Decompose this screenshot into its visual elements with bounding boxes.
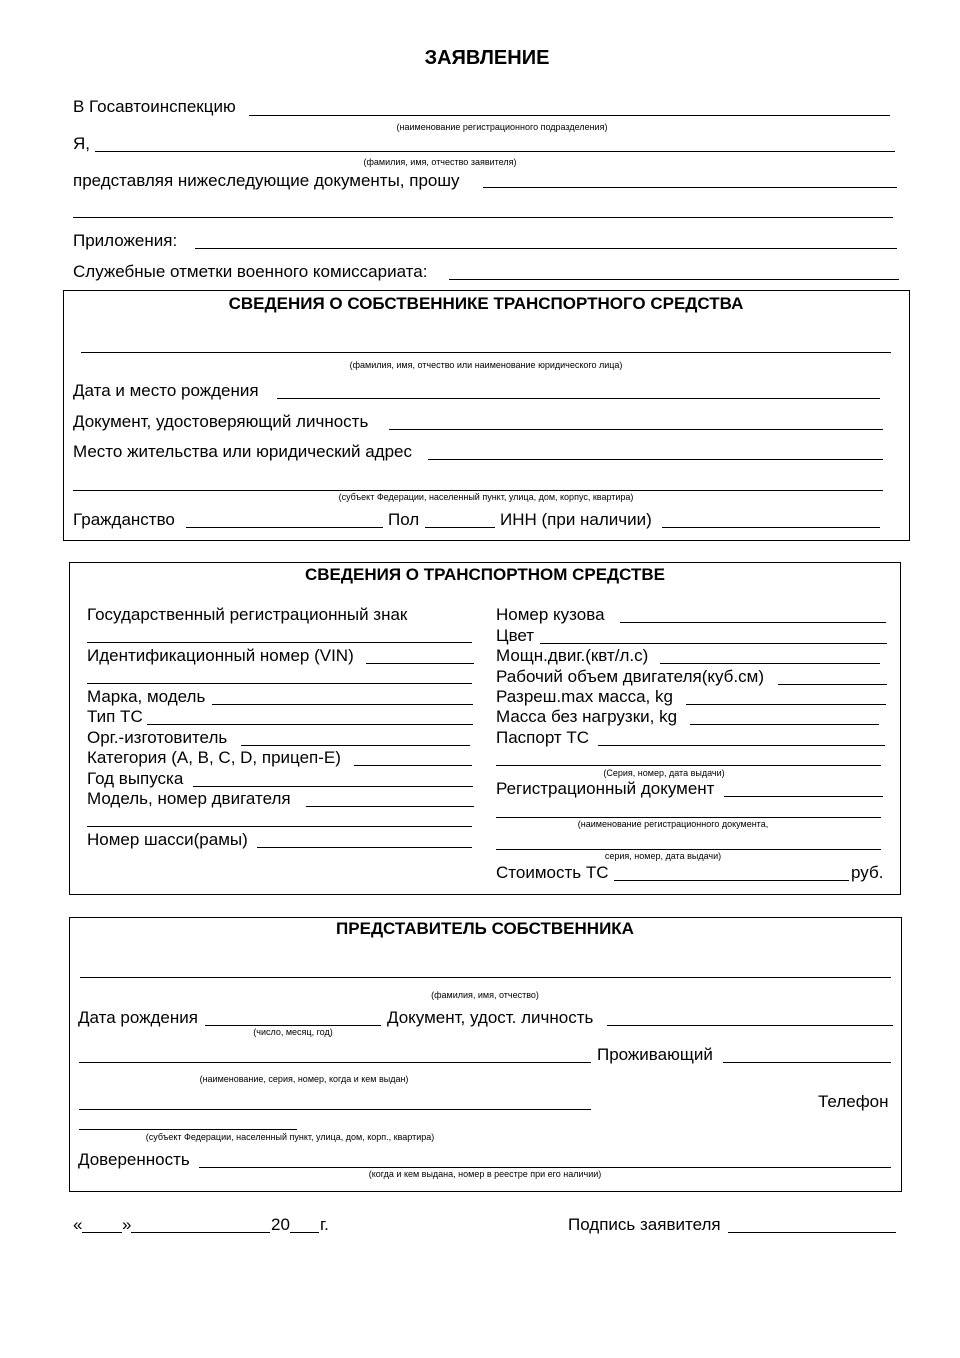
proxy-field[interactable]: [199, 1167, 891, 1168]
rep-id-doc-field-2[interactable]: [79, 1062, 591, 1063]
rep-birth-hint: (число, месяц, год): [253, 1027, 333, 1037]
year-label: Год выпуска: [87, 769, 184, 788]
engine-label: Модель, номер двигателя: [87, 789, 291, 808]
residing-field[interactable]: [723, 1062, 891, 1063]
type-field[interactable]: [147, 724, 473, 725]
sex-field[interactable]: [425, 527, 495, 528]
proxy-label: Доверенность: [78, 1150, 190, 1169]
phone-label: Телефон: [818, 1092, 889, 1111]
volume-label: Рабочий объем двигателя(куб.см): [496, 667, 764, 686]
body-field[interactable]: [620, 622, 886, 623]
make-label: Марка, модель: [87, 687, 206, 706]
date-open-quote: «: [73, 1215, 83, 1234]
owner-address-field-1[interactable]: [428, 459, 883, 460]
plate-label: Государственный регистрационный знак: [87, 605, 408, 624]
representative-title: ПРЕДСТАВИТЕЛЬ СОБСТВЕННИКА: [336, 919, 634, 938]
citizenship-field[interactable]: [186, 527, 383, 528]
owner-birth-label: Дата и место рождения: [73, 381, 259, 400]
document-title: ЗАЯВЛЕНИЕ: [424, 47, 550, 69]
rep-address-hint: (субъект Федерации, населенный пункт, улица, дом, корп., квартира): [145, 1132, 435, 1142]
attachments-label: Приложения:: [73, 231, 178, 250]
owner-title: СВЕДЕНИЯ О СОБСТВЕННИКЕ ТРАНСПОРТНОГО СРЕДСТВА: [228, 294, 744, 313]
plate-field[interactable]: [87, 642, 472, 643]
passport-field-1[interactable]: [598, 745, 885, 746]
citizenship-label: Гражданство: [73, 510, 175, 529]
rep-birth-label: Дата рождения: [78, 1008, 198, 1027]
category-label: Категория (А, В, С, D, прицеп-Е): [87, 748, 341, 767]
gai-field[interactable]: [249, 115, 890, 116]
owner-name-hint: (фамилия, имя, отчество или наименование юридического лица): [349, 360, 623, 370]
color-field[interactable]: [540, 643, 887, 644]
owner-id-doc-label: Документ, удостоверяющий личность: [73, 412, 369, 431]
military-field[interactable]: [449, 279, 899, 280]
applicant-name-field[interactable]: [95, 151, 895, 152]
max-mass-field[interactable]: [686, 704, 886, 705]
unladen-mass-label: Масса без нагрузки, kg: [496, 707, 678, 726]
vin-field-1[interactable]: [366, 663, 474, 664]
vin-field-2[interactable]: [87, 683, 472, 684]
owner-birth-field[interactable]: [277, 398, 880, 399]
owner-address-field-2[interactable]: [73, 490, 883, 491]
reg-doc-field-2[interactable]: [496, 817, 881, 818]
passport-label: Паспорт ТС: [496, 728, 590, 747]
power-field[interactable]: [660, 663, 880, 664]
rep-address-field-2[interactable]: [79, 1129, 297, 1130]
reg-doc-label: Регистрационный документ: [496, 779, 715, 798]
date-close-quote: »: [122, 1215, 132, 1234]
signature-label: Подпись заявителя: [568, 1215, 721, 1234]
engine-field-1[interactable]: [306, 806, 474, 807]
residing-label: Проживающий: [597, 1045, 713, 1064]
reg-doc-hint-2: серия, номер, дата выдачи): [604, 851, 722, 861]
color-label: Цвет: [496, 626, 535, 645]
rep-name-hint: (фамилия, имя, отчество): [431, 990, 539, 1000]
manufacturer-label: Орг.-изготовитель: [87, 728, 228, 747]
cost-field[interactable]: [614, 880, 849, 881]
owner-name-field[interactable]: [81, 352, 891, 353]
category-field[interactable]: [354, 765, 472, 766]
vehicle-title: СВЕДЕНИЯ О ТРАНСПОРТНОМ СРЕДСТВЕ: [304, 565, 666, 584]
sex-label: Пол: [388, 510, 420, 529]
request-field-2[interactable]: [73, 217, 893, 218]
rep-id-doc-field[interactable]: [607, 1025, 893, 1026]
chassis-field[interactable]: [257, 847, 472, 848]
cost-unit: руб.: [851, 863, 884, 882]
max-mass-label: Разреш.max масса, kg: [496, 687, 673, 706]
proxy-hint: (когда и кем выдана, номер в реестре при его наличии): [368, 1169, 602, 1179]
rep-id-doc-label: Документ, удост. личность: [387, 1008, 594, 1027]
attachments-field[interactable]: [195, 248, 897, 249]
rep-birth-field[interactable]: [205, 1025, 381, 1026]
make-field[interactable]: [212, 704, 473, 705]
cost-label: Стоимость ТС: [496, 863, 609, 882]
rep-doc-hint: (наименование, серия, номер, когда и кем выдан): [199, 1074, 409, 1084]
chassis-label: Номер шасси(рамы): [87, 830, 248, 849]
owner-address-hint: (субъект Федерации, населенный пункт, улица, дом, корпус, квартира): [338, 492, 634, 502]
representative-section: [69, 917, 902, 1192]
year-field[interactable]: [193, 786, 473, 787]
ya-label: Я,: [73, 134, 90, 153]
year-prefix: 20: [271, 1215, 290, 1234]
gai-label: В Госавтоинспекцию: [73, 97, 236, 116]
reg-doc-field-3[interactable]: [496, 849, 881, 850]
rep-name-field[interactable]: [80, 977, 891, 978]
rep-address-field-1[interactable]: [79, 1109, 591, 1110]
inn-label: ИНН (при наличии): [500, 510, 652, 529]
reg-doc-hint: (наименование регистрационного документа,: [577, 819, 769, 829]
passport-field-2[interactable]: [496, 765, 881, 766]
docs-label: представляя нижеследующие документы, прошу: [73, 171, 460, 190]
body-label: Номер кузова: [496, 605, 605, 624]
engine-field-2[interactable]: [87, 826, 472, 827]
owner-id-doc-field[interactable]: [389, 429, 883, 430]
military-label: Служебные отметки военного комиссариата:: [73, 262, 428, 281]
unladen-mass-field[interactable]: [690, 724, 879, 725]
vin-label: Идентификационный номер (VIN): [87, 646, 354, 665]
passport-hint: (Серия, номер, дата выдачи): [603, 768, 725, 778]
year-field[interactable]: [290, 1232, 319, 1233]
ya-hint: (фамилия, имя, отчество заявителя): [363, 157, 517, 167]
power-label: Мощн.двиг.(квт/л.с): [496, 646, 649, 665]
reg-doc-field-1[interactable]: [724, 796, 883, 797]
manufacturer-field[interactable]: [241, 745, 470, 746]
request-field-1[interactable]: [483, 187, 897, 188]
owner-address-label: Место жительства или юридический адрес: [73, 442, 413, 461]
signature-field[interactable]: [728, 1232, 896, 1233]
year-suffix: г.: [320, 1215, 329, 1234]
inn-field[interactable]: [662, 527, 880, 528]
month-field[interactable]: [131, 1232, 270, 1233]
day-field[interactable]: [82, 1232, 122, 1233]
gai-hint: (наименование регистрационного подразделения): [396, 122, 608, 132]
volume-field[interactable]: [778, 684, 887, 685]
type-label: Тип ТС: [87, 707, 143, 726]
